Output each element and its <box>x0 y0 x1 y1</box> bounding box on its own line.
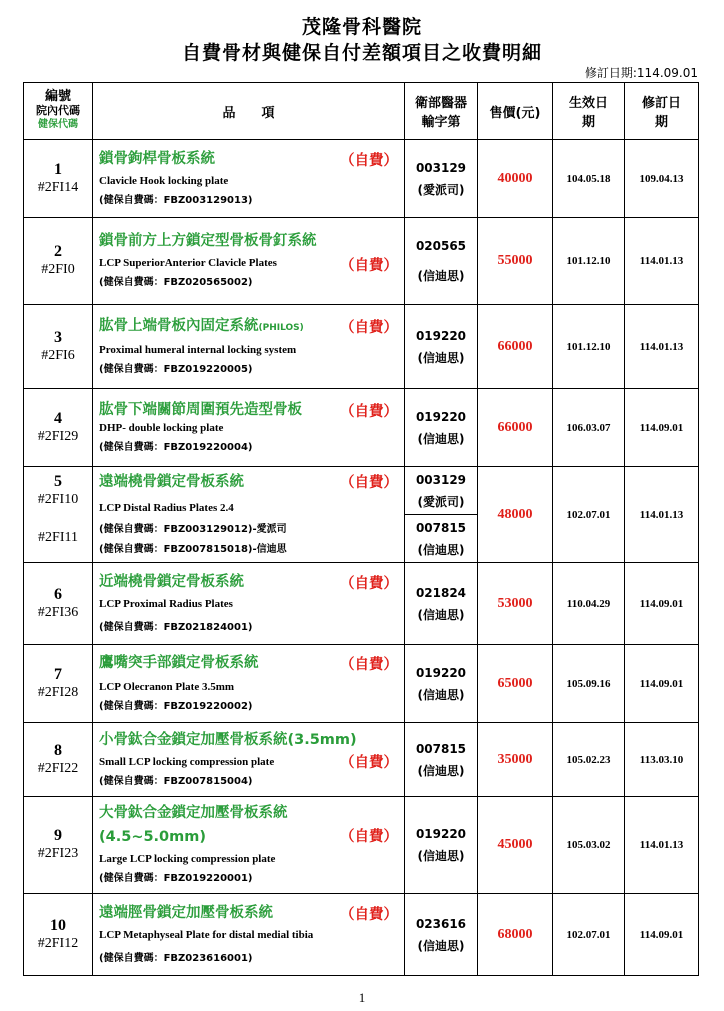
row-revision: 114.01.13 <box>625 218 699 305</box>
row-effective: 105.02.23 <box>553 723 625 797</box>
row-revision: 114.09.01 <box>625 563 699 645</box>
page-number: 1 <box>358 990 366 1005</box>
row-revision: 109.04.13 <box>625 140 699 218</box>
row-price: 35000 <box>478 723 553 797</box>
row-reg: 003129 (愛派司) <box>405 140 478 218</box>
row-price: 66000 <box>478 389 553 467</box>
row-effective: 102.07.01 <box>553 894 625 976</box>
row-revision: 114.09.01 <box>625 894 699 976</box>
row-reg: 019220 (信迪思) <box>405 389 478 467</box>
row-item: （自費） 肱骨上端骨板內固定系統(PHILOS) Proximal humeral internal locking system (健保自費碼：FBZ019220005) <box>93 305 405 389</box>
row-revision: 114.09.01 <box>625 389 699 467</box>
col-revision-header: 修訂日期 <box>625 83 699 140</box>
fee-table <box>23 82 699 976</box>
row-item: （自費） 鎖骨鉤桿骨板系統 Clavicle Hook locking plate (健保自費碼：FBZ003129013) <box>93 140 405 218</box>
col-item-header: 品 項 <box>93 83 405 140</box>
row-item: （自費） 鷹嘴突手部鎖定骨板系統 LCP Olecranon Plate 3.5mm (健保自費碼：FBZ019220002) <box>93 645 405 723</box>
row-effective: 105.09.16 <box>553 645 625 723</box>
row-index: #2FI11 <box>24 515 93 563</box>
row-effective: 101.12.10 <box>553 218 625 305</box>
revision-date: 修訂日期:114.09.01 <box>584 66 698 80</box>
row-item: （自費） 近端橈骨鎖定骨板系統 LCP Proximal Radius Plates (健保自費碼：FBZ021824001) <box>93 563 405 645</box>
row-reg: 007815 (信迪思) <box>405 515 478 563</box>
row-price: 53000 <box>478 563 553 645</box>
row-price: 40000 <box>478 140 553 218</box>
row-revision: 114.01.13 <box>625 305 699 389</box>
col-reg-header: 衛部醫器輸字第 <box>405 83 478 140</box>
row-effective: 104.05.18 <box>553 140 625 218</box>
row-item: 鎖骨前方上方鎖定型骨板骨釘系統 （自費） LCP SuperiorAnterior Clavicle Plates (健保自費碼：FBZ020565002) <box>93 218 405 305</box>
row-reg: 023616 (信迪思) <box>405 894 478 976</box>
header-row <box>24 83 699 140</box>
row-reg: 003129 (愛派司) <box>405 467 478 515</box>
row-effective: 110.04.29 <box>553 563 625 645</box>
table-row <box>24 563 699 645</box>
row-revision: 114.01.13 <box>625 467 699 563</box>
col-price-header: 售價(元) <box>478 83 553 140</box>
col-number-header: 編號 院內代碼 健保代碼 <box>24 83 93 140</box>
row-index: 6 #2FI36 <box>24 563 93 645</box>
row-index: 7 #2FI28 <box>24 645 93 723</box>
row-effective: 106.03.07 <box>553 389 625 467</box>
table-row <box>24 645 699 723</box>
row-index: 8 #2FI22 <box>24 723 93 797</box>
table-row <box>24 797 699 894</box>
hospital-name: 茂隆骨科醫院 <box>301 16 422 38</box>
row-item: 大骨鈦合金鎖定加壓骨板系統 （自費） (4.5~5.0mm) Large LCP locking compression plate (健保自費碼：FBZ019220001) <box>93 797 405 894</box>
table-row <box>24 723 699 797</box>
table-row <box>24 140 699 218</box>
row-reg: 019220 (信迪思) <box>405 645 478 723</box>
row-index: 2 #2FI0 <box>24 218 93 305</box>
table-row <box>24 389 699 467</box>
row-index: 1 #2FI14 <box>24 140 93 218</box>
row-revision: 113.03.10 <box>625 723 699 797</box>
col-effective-header: 生效日期 <box>553 83 625 140</box>
row-price: 48000 <box>478 467 553 563</box>
row-reg: 007815 (信迪思) <box>405 723 478 797</box>
row-reg: 019220 (信迪思) <box>405 305 478 389</box>
row-index: 3 #2FI6 <box>24 305 93 389</box>
row-revision: 114.09.01 <box>625 645 699 723</box>
row-index: 5 #2FI10 <box>24 467 93 515</box>
row-reg: 019220 (信迪思) <box>405 797 478 894</box>
row-revision: 114.01.13 <box>625 797 699 894</box>
document-title: 自費骨材與健保自付差額項目之收費明細 <box>181 42 542 64</box>
table-row <box>24 467 699 515</box>
row-index: 9 #2FI23 <box>24 797 93 894</box>
row-item: （自費） 遠端橈骨鎖定骨板系統 LCP Distal Radius Plates 2.4 (健保自費碼：FBZ003129012)-愛派司 (健保自費碼：FBZ007815018)-信迪思 <box>93 467 405 563</box>
row-effective: 101.12.10 <box>553 305 625 389</box>
row-price: 65000 <box>478 645 553 723</box>
row-item: （自費） 肱骨下端關節周圍預先造型骨板 DHP- double locking plate (健保自費碼：FBZ019220004) <box>93 389 405 467</box>
row-item: 小骨鈦合金鎖定加壓骨板系統(3.5mm) （自費） Small LCP locking compression plate (健保自費碼：FBZ007815004) <box>93 723 405 797</box>
row-item: （自費） 遠端脛骨鎖定加壓骨板系統 LCP Metaphyseal Plate for distal medial tibia (健保自費碼：FBZ023616001) <box>93 894 405 976</box>
row-index: 10 #2FI12 <box>24 894 93 976</box>
row-price: 68000 <box>478 894 553 976</box>
row-price: 45000 <box>478 797 553 894</box>
row-reg: 021824 (信迪思) <box>405 563 478 645</box>
row-reg: 020565 (信迪思) <box>405 218 478 305</box>
row-price: 66000 <box>478 305 553 389</box>
table-row <box>24 218 699 305</box>
row-price: 55000 <box>478 218 553 305</box>
row-effective: 102.07.01 <box>553 467 625 563</box>
row-index: 4 #2FI29 <box>24 389 93 467</box>
row-effective: 105.03.02 <box>553 797 625 894</box>
table-row <box>24 894 699 976</box>
table-row <box>24 305 699 389</box>
